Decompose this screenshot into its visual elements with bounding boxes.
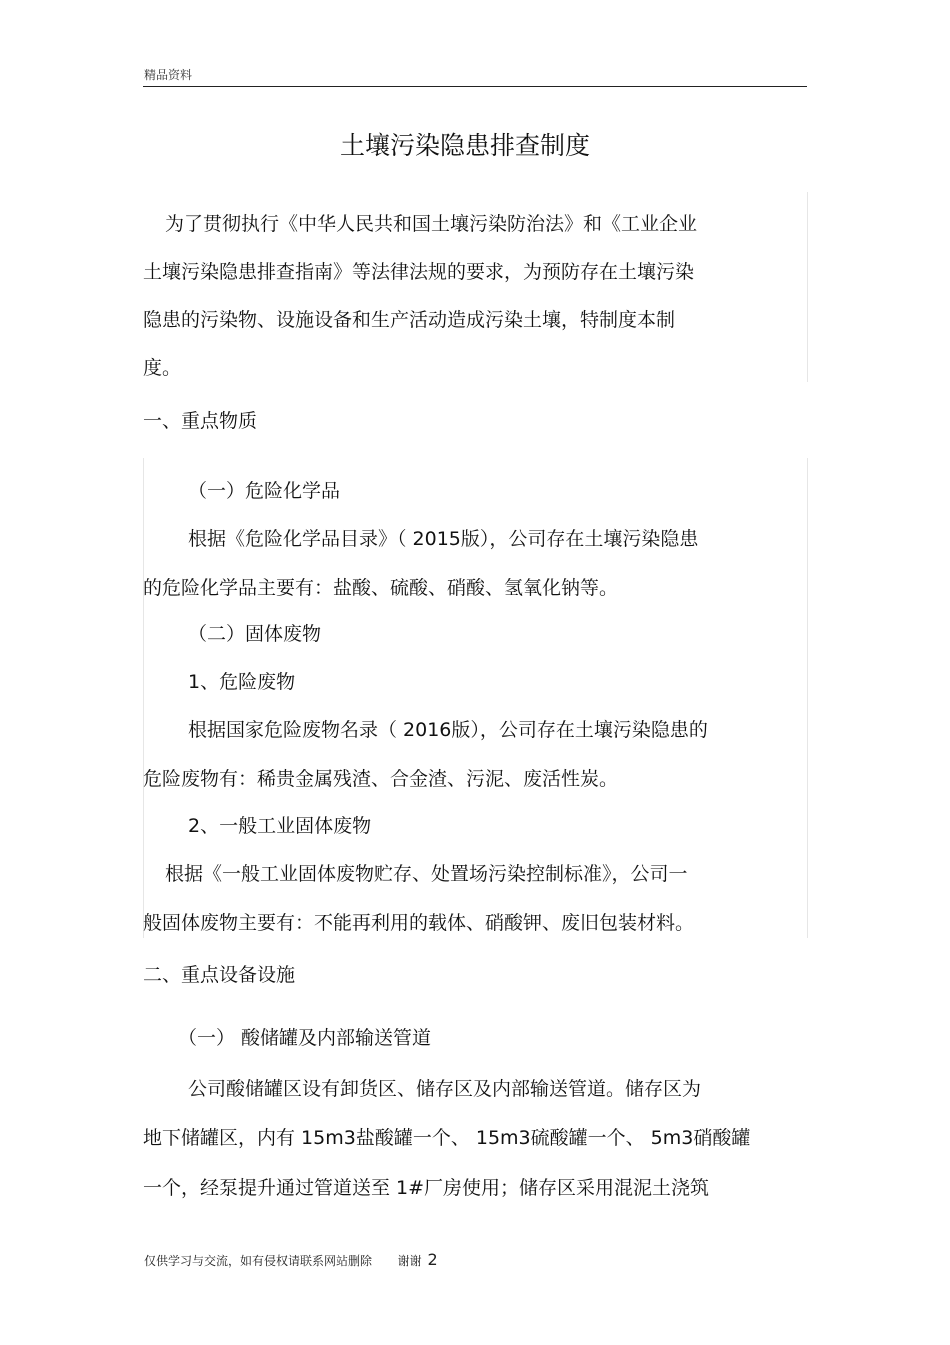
paragraph-line: 危险废物有：稀贵金属残渣、合金渣、污泥、废活性炭。 (143, 768, 619, 790)
paragraph-line: 土壤污染隐患排查指南》等法律法规的要求，为预防存在土壤污染 (143, 261, 695, 283)
paragraph-line: 般固体废物主要有：不能再利用的载体、硝酸钾、废旧包装材料。 (143, 912, 695, 934)
document-title: 土壤污染隐患排查制度 (339, 131, 590, 160)
item-heading: 1、危险废物 (188, 671, 296, 693)
paragraph-line: 的危险化学品主要有：盐酸、硫酸、硝酸、氢氧化钠等。 (143, 577, 619, 599)
header-label: 精品资料 (144, 68, 193, 82)
footer-thanks: 谢谢 (397, 1254, 422, 1268)
paragraph-line: 为了贯彻执行《中华人民共和国土壤污染防治法》和《工业企业 (165, 213, 698, 235)
paragraph-line: 地下储罐区，内有 15m3盐酸罐一个、 15m3硫酸罐一个、 5m3硝酸罐 (143, 1127, 751, 1149)
margin-line (807, 192, 808, 382)
subsection-heading: （一）危险化学品 (188, 480, 341, 502)
paragraph-line: 隐患的污染物、设施设备和生产活动造成污染土壤，特制度本制 (143, 309, 676, 331)
margin-line (143, 458, 144, 938)
paragraph-line: 度。 (143, 357, 182, 379)
footer (144, 1250, 438, 1269)
paragraph-line: 根据国家危险废物名录（ 2016版），公司存在土壤污染隐患的 (188, 719, 708, 741)
subsection-heading: （二）固体废物 (188, 623, 322, 645)
section-heading: 二、重点设备设施 (143, 964, 296, 986)
paragraph-line: 公司酸储罐区设有卸货区、储存区及内部输送管道。储存区为 (188, 1078, 702, 1100)
paragraph-line: 根据《危险化学品目录》（ 2015版），公司存在土壤污染隐患 (188, 528, 699, 550)
paragraph-line: 根据《一般工业固体废物贮存、处置场污染控制标准》，公司一 (165, 863, 688, 885)
margin-line (807, 458, 808, 938)
footer-text: 仅供学习与交流，如有侵权请联系网站删除 (144, 1254, 373, 1268)
section-heading: 一、重点物质 (143, 410, 258, 432)
item-heading: 2、一般工业固体废物 (188, 815, 372, 837)
page-number: 2 (427, 1250, 438, 1269)
subsection-heading: （一） 酸储罐及内部输送管道 (178, 1027, 432, 1049)
paragraph-line: 一个，经泵提升通过管道送至 1#厂房使用；储存区采用混泥土浇筑 (143, 1177, 710, 1199)
header-rule (143, 86, 807, 87)
